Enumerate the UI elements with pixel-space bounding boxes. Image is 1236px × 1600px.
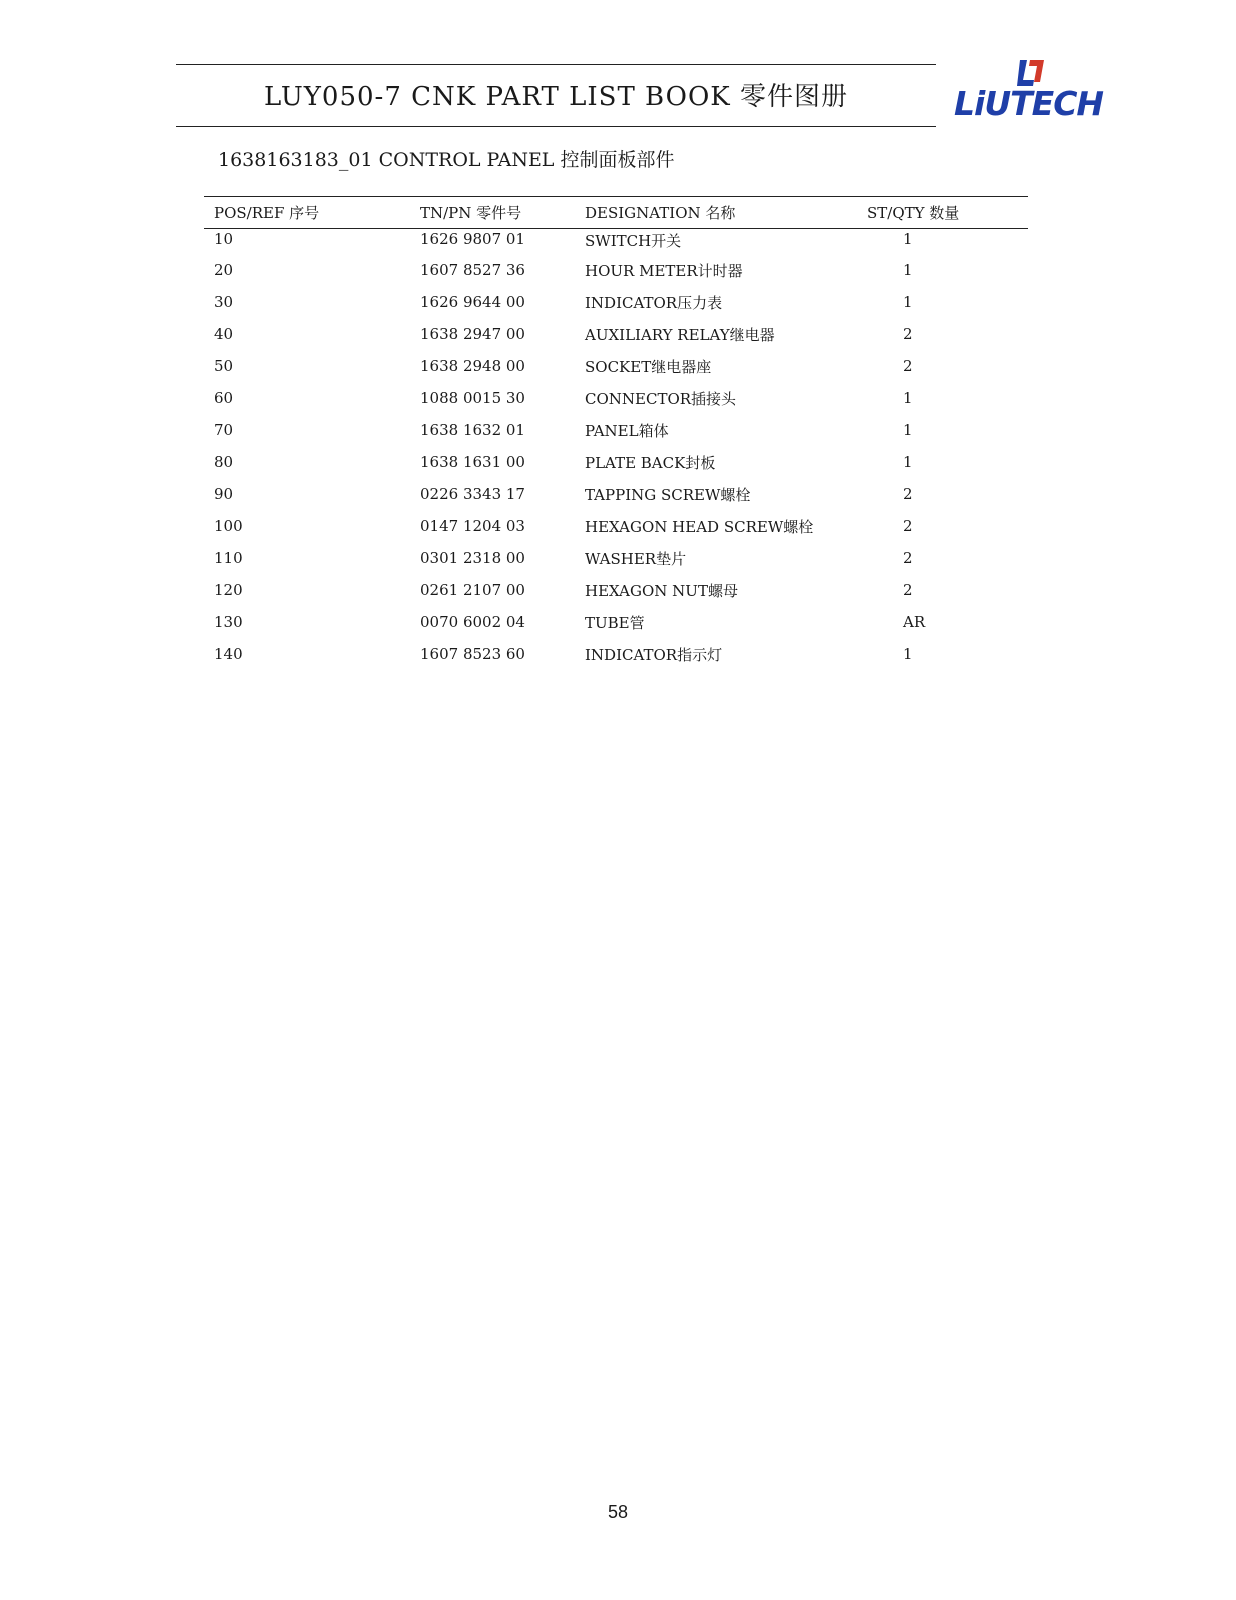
cell-designation: SOCKET继电器座 xyxy=(585,357,712,376)
cell-pos: 140 xyxy=(214,645,243,663)
cell-designation: SWITCH开关 xyxy=(585,232,682,250)
parts-table-header xyxy=(204,197,1028,229)
cell-designation: PANEL箱体 xyxy=(585,421,669,440)
cell-part-number: 1626 9644 00 xyxy=(420,293,525,311)
cell-designation: INDICATOR压力表 xyxy=(585,293,723,312)
column-header-designation: DESIGNATION 名称 xyxy=(585,204,736,222)
parts-table-body xyxy=(204,229,1028,671)
cell-quantity: 2 xyxy=(903,325,913,343)
cell-part-number: 1638 2947 00 xyxy=(420,325,525,343)
cell-pos: 80 xyxy=(214,453,234,471)
cell-pos: 90 xyxy=(214,485,234,503)
table-row xyxy=(204,446,1028,478)
cell-designation: TAPPING SCREW螺栓 xyxy=(585,485,751,504)
cell-quantity: 2 xyxy=(903,581,913,599)
cell-quantity: 1 xyxy=(903,261,913,279)
cell-quantity: 2 xyxy=(903,357,913,375)
table-row xyxy=(204,229,1028,255)
cell-quantity: 1 xyxy=(903,453,913,471)
cell-part-number: 1607 8527 36 xyxy=(420,261,525,279)
cell-pos: 110 xyxy=(214,549,243,567)
cell-pos: 10 xyxy=(214,230,234,248)
table-row xyxy=(204,510,1028,542)
cell-pos: 70 xyxy=(214,421,234,439)
page-number: 58 xyxy=(607,1502,629,1522)
header-row xyxy=(204,197,1028,229)
parts-table xyxy=(204,196,1028,670)
cell-quantity: 1 xyxy=(903,293,913,311)
cell-pos: 120 xyxy=(214,581,243,599)
header-bottom-rule xyxy=(176,126,936,127)
table-row xyxy=(204,382,1028,414)
table-row xyxy=(204,254,1028,286)
table-row xyxy=(204,478,1028,510)
cell-quantity: 2 xyxy=(903,485,913,503)
cell-designation: AUXILIARY RELAY继电器 xyxy=(585,325,775,344)
cell-pos: 130 xyxy=(214,613,243,631)
header-top-rule xyxy=(176,64,936,65)
cell-designation: INDICATOR指示灯 xyxy=(585,645,723,664)
cell-part-number: 1088 0015 30 xyxy=(420,389,525,407)
cell-part-number: 0261 2107 00 xyxy=(420,581,525,599)
cell-part-number: 0226 3343 17 xyxy=(420,485,525,503)
column-header-part-number: TN/PN 零件号 xyxy=(420,204,522,222)
table-row xyxy=(204,414,1028,446)
cell-designation: CONNECTOR插接头 xyxy=(585,389,737,408)
cell-pos: 100 xyxy=(214,517,243,535)
cell-quantity: 1 xyxy=(903,421,913,439)
column-header-quantity: ST/QTY 数量 xyxy=(867,204,960,222)
table-row xyxy=(204,318,1028,350)
document-title: LUY050-7 CNK PART LIST BOOK 零件图册 xyxy=(264,82,848,112)
table-row xyxy=(204,638,1028,670)
cell-designation: PLATE BACK封板 xyxy=(585,453,716,472)
table-row xyxy=(204,542,1028,574)
cell-designation: HOUR METER计时器 xyxy=(585,261,743,280)
cell-pos: 20 xyxy=(214,261,234,279)
liutech-logo xyxy=(954,58,1104,126)
cell-part-number: 0070 6002 04 xyxy=(420,613,525,631)
cell-quantity: 1 xyxy=(903,389,913,407)
cell-designation: HEXAGON HEAD SCREW螺栓 xyxy=(585,517,814,536)
cell-designation: HEXAGON NUT螺母 xyxy=(585,581,738,600)
cell-part-number: 1638 2948 00 xyxy=(420,357,525,375)
logo-text: LiUTECH xyxy=(954,84,1104,123)
cell-quantity: AR xyxy=(903,613,926,631)
cell-quantity: 2 xyxy=(903,517,913,535)
cell-part-number: 0301 2318 00 xyxy=(420,549,525,567)
cell-quantity: 1 xyxy=(903,645,913,663)
cell-pos: 30 xyxy=(214,293,234,311)
table-row xyxy=(204,606,1028,638)
table-row xyxy=(204,574,1028,606)
cell-part-number: 0147 1204 03 xyxy=(420,517,525,535)
cell-designation: TUBE管 xyxy=(585,613,645,632)
cell-pos: 40 xyxy=(214,325,234,343)
cell-part-number: 1638 1632 01 xyxy=(420,421,525,439)
cell-pos: 60 xyxy=(214,389,234,407)
cell-quantity: 2 xyxy=(903,549,913,567)
cell-part-number: 1626 9807 01 xyxy=(420,230,525,248)
cell-part-number: 1607 8523 60 xyxy=(420,645,525,663)
table-row xyxy=(204,286,1028,318)
table-row xyxy=(204,350,1028,382)
cell-quantity: 1 xyxy=(903,230,913,248)
column-header-pos: POS/REF 序号 xyxy=(214,204,320,222)
cell-pos: 50 xyxy=(214,357,234,375)
cell-part-number: 1638 1631 00 xyxy=(420,453,525,471)
section-title: 1638163183_01 CONTROL PANEL 控制面板部件 xyxy=(218,149,675,171)
cell-designation: WASHER垫片 xyxy=(585,549,687,568)
